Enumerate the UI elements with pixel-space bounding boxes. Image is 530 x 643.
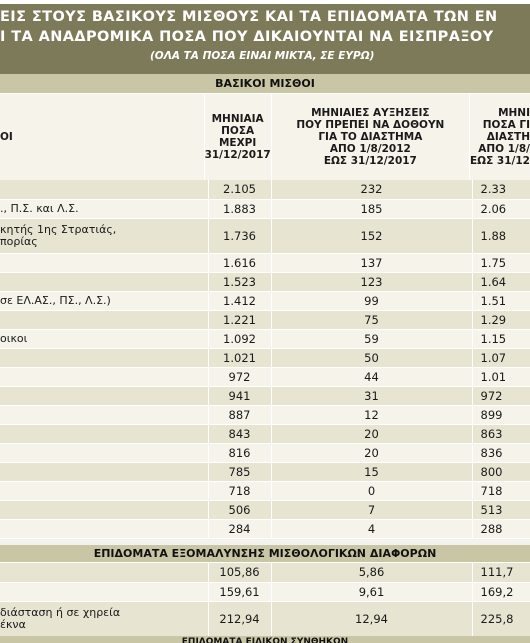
section-basic-salaries: ΒΑΣΙΚΟΙ ΜΙΣΘΟΙ	[0, 74, 530, 94]
table-row	[0, 481, 530, 500]
row-label	[0, 253, 208, 272]
header-title-line1: ΕΙΣ ΣΤΟΥΣ ΒΑΣΙΚΟΥΣ ΜΙΣΘΟΥΣ ΚΑΙ ΤΑ ΕΠΙΔΟΜΑΤΑ ΤΩΝ ΕΝ	[0, 9, 498, 25]
monthly-amount: 972	[208, 367, 271, 386]
increase-amount: 50	[271, 348, 472, 367]
monthly-amount: 1.221	[208, 310, 271, 329]
new-amount: 1.15	[472, 329, 530, 348]
row-label: σε ΕΛ.ΑΣ., ΠΣ., Λ.Σ.)	[0, 291, 208, 310]
new-amount: 225,8	[472, 601, 530, 636]
increase-amount: 152	[271, 218, 472, 253]
row-label	[0, 519, 208, 538]
monthly-amount: 105,86	[208, 563, 271, 582]
increase-amount: 59	[271, 329, 472, 348]
increase-amount: 123	[271, 272, 472, 291]
monthly-amount: 785	[208, 462, 271, 481]
table-row	[0, 218, 530, 253]
row-label: κητής 1ης Στρατιάς, πορίας	[0, 218, 208, 253]
new-amount: 2.33	[472, 180, 530, 199]
table-row	[0, 443, 530, 462]
increase-amount: 20	[271, 443, 472, 462]
row-label	[0, 310, 208, 329]
row-label	[0, 180, 208, 199]
monthly-amount: 284	[208, 519, 271, 538]
table-row	[0, 601, 530, 636]
increase-amount: 5,86	[271, 563, 472, 582]
monthly-amount: 1.616	[208, 253, 271, 272]
row-label: ., Π.Σ. και Λ.Σ.	[0, 199, 208, 218]
monthly-amount: 1.883	[208, 199, 271, 218]
row-label	[0, 500, 208, 519]
increase-amount: 0	[271, 481, 472, 500]
section-special-conditions: ΕΠΙΔΟΜΑΤΑ ΕΙΔΙΚΩΝ ΣΥΝΘΗΚΩΝ	[0, 636, 530, 643]
increase-amount: 4	[271, 519, 472, 538]
new-amount: 1.29	[472, 310, 530, 329]
row-label	[0, 462, 208, 481]
increase-amount: 75	[271, 310, 472, 329]
new-amount: 1.88	[472, 218, 530, 253]
table-row	[0, 405, 530, 424]
table-row	[0, 424, 530, 443]
header-title-line2: Ι ΤΑ ΑΝΑΔΡΟΜΙΚΑ ΠΟΣΑ ΠΟΥ ΔΙΚΑΙΟΥΝΤΑΙ ΝΑ ΕΙΣΠΡΑΞΟΥ	[0, 29, 494, 45]
monthly-amount: 159,61	[208, 582, 271, 601]
table-row	[0, 310, 530, 329]
new-amount: 1.51	[472, 291, 530, 310]
column-headers	[0, 94, 530, 181]
row-label: διάσταση ή σε χηρεία έκνα	[0, 601, 208, 636]
table-row	[0, 367, 530, 386]
new-amount: 863	[472, 424, 530, 443]
section-allowances: ΕΠΙΔΟΜΑΤΑ ΕΞΟΜΑΛΥΝΣΗΣ ΜΙΣΘΟΛΟΓΙΚΩΝ ΔΙΑΦΟΡΩΝ	[0, 545, 530, 563]
table-row	[0, 582, 530, 601]
row-label	[0, 272, 208, 291]
table-row	[0, 272, 530, 291]
increase-amount: 44	[271, 367, 472, 386]
table-row	[0, 386, 530, 405]
table-row	[0, 462, 530, 481]
row-label	[0, 424, 208, 443]
new-amount: 2.06	[472, 199, 530, 218]
new-amount: 169,2	[472, 582, 530, 601]
row-label	[0, 481, 208, 500]
increase-amount: 9,61	[271, 582, 472, 601]
header-note: (ΟΛΑ ΤΑ ΠΟΣΑ ΕΙΝΑΙ ΜΙΚΤΑ, ΣΕ ΕΥΡΩ)	[150, 50, 375, 62]
column-header-new-monthly: ΜΗΝΙ ΠΟΣΑ ΓΙ ΔΙΑΣΤΗ ΑΠΟ 1/8/ ΕΩΣ 31/12	[469, 94, 530, 180]
increase-amount: 12,94	[271, 601, 472, 636]
row-label	[0, 386, 208, 405]
new-amount: 1.07	[472, 348, 530, 367]
table-row	[0, 519, 530, 538]
new-amount: 899	[472, 405, 530, 424]
row-label	[0, 405, 208, 424]
table-row	[0, 253, 530, 272]
table-row	[0, 348, 530, 367]
increase-amount: 20	[271, 424, 472, 443]
increase-amount: 15	[271, 462, 472, 481]
monthly-amount: 941	[208, 386, 271, 405]
monthly-amount: 506	[208, 500, 271, 519]
monthly-amount: 2.105	[208, 180, 271, 199]
new-amount: 1.64	[472, 272, 530, 291]
increase-amount: 12	[271, 405, 472, 424]
new-amount: 1.01	[472, 367, 530, 386]
monthly-amount: 843	[208, 424, 271, 443]
table-row	[0, 563, 530, 582]
increase-amount: 99	[271, 291, 472, 310]
row-label	[0, 348, 208, 367]
monthly-amount: 1.021	[208, 348, 271, 367]
monthly-amount: 1.523	[208, 272, 271, 291]
monthly-amount: 1.736	[208, 218, 271, 253]
new-amount: 1.75	[472, 253, 530, 272]
table-row	[0, 199, 530, 218]
row-label: οικοι	[0, 329, 208, 348]
new-amount: 718	[472, 481, 530, 500]
monthly-amount: 887	[208, 405, 271, 424]
row-label	[0, 367, 208, 386]
table-row	[0, 500, 530, 519]
new-amount: 972	[472, 386, 530, 405]
new-amount: 800	[472, 462, 530, 481]
basic-salaries-table	[0, 180, 530, 539]
table-header-banner	[0, 4, 530, 74]
row-label	[0, 563, 208, 582]
new-amount: 111,7	[472, 563, 530, 582]
row-label	[0, 582, 208, 601]
increase-amount: 185	[271, 199, 472, 218]
increase-amount: 232	[271, 180, 472, 199]
monthly-amount: 816	[208, 443, 271, 462]
increase-amount: 31	[271, 386, 472, 405]
monthly-amount: 212,94	[208, 601, 271, 636]
increase-amount: 137	[271, 253, 472, 272]
new-amount: 513	[472, 500, 530, 519]
table-row	[0, 180, 530, 199]
column-header-increases: ΜΗΝΙΑΙΕΣ ΑΥΞΗΣΕΙΣ ΠΟΥ ΠΡΕΠΕΙ ΝΑ ΔΟΘΟΥΝ ΓΙΑ ΤΟ ΔΙΑΣΤΗΜΑ ΑΠΟ 1/8/2012 ΕΩΣ 31/12/2017	[271, 94, 469, 180]
new-amount: 836	[472, 443, 530, 462]
table-row	[0, 291, 530, 310]
monthly-amount: 1.412	[208, 291, 271, 310]
column-header-monthly: ΜΗΝΙΑΙΑ ΠΟΣΑ ΜΕΧΡΙ 31/12/2017	[204, 94, 271, 180]
monthly-amount: 1.092	[208, 329, 271, 348]
row-label	[0, 443, 208, 462]
table-row	[0, 329, 530, 348]
increase-amount: 7	[271, 500, 472, 519]
monthly-amount: 718	[208, 481, 271, 500]
allowances-table	[0, 563, 530, 637]
column-header-rank: ΟΙ	[0, 94, 204, 180]
new-amount: 288	[472, 519, 530, 538]
